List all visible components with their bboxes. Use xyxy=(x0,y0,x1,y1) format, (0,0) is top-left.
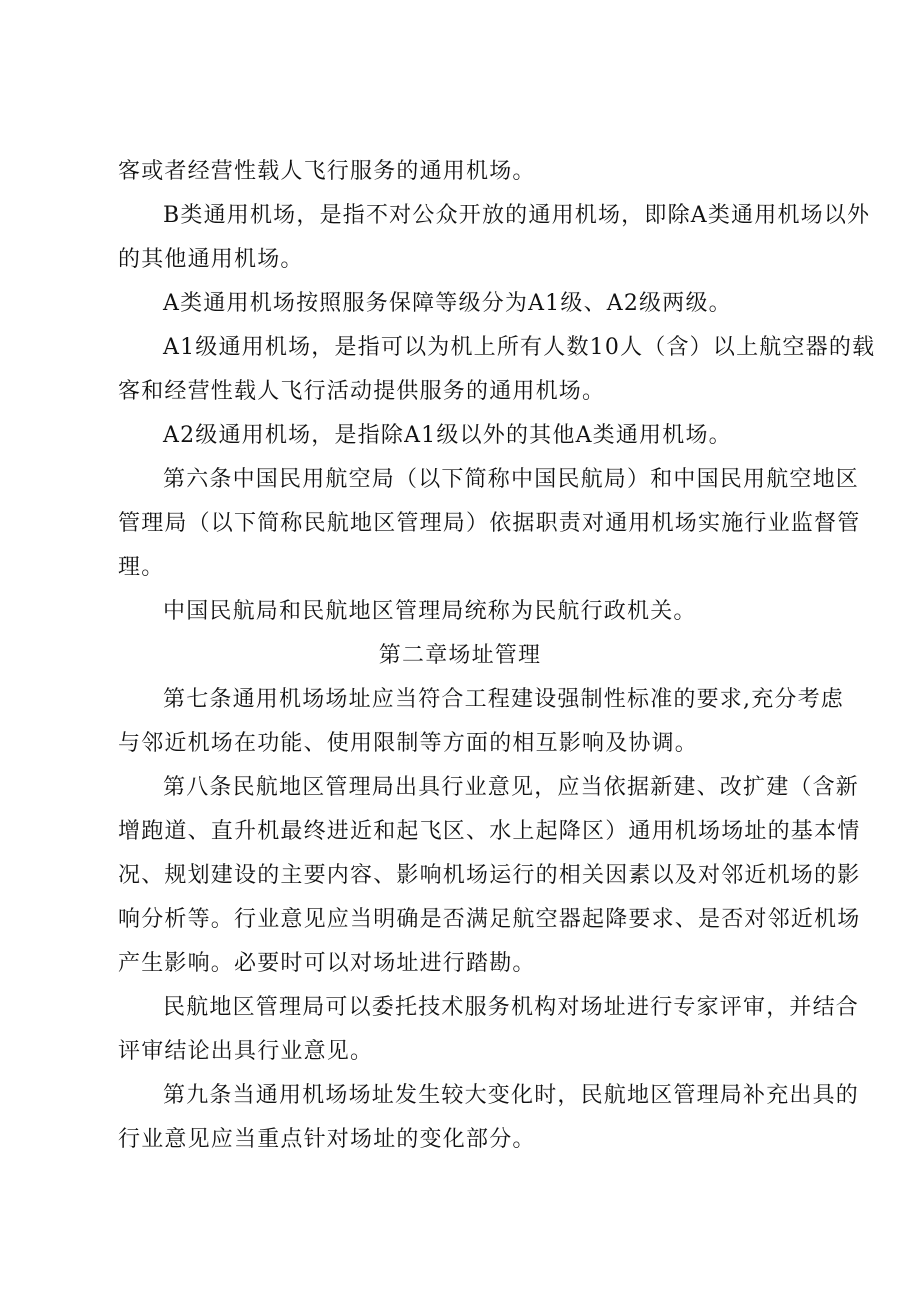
paragraph-line: 第七条通用机场场址应当符合工程建设强制性标准的要求,充分考虑 xyxy=(163,687,844,712)
paragraph-line: 客或者经营性载人飞行服务的通用机场。 xyxy=(118,159,536,184)
paragraph-line: A类通用机场按照服务保障等级分为A1级、A2级两级。 xyxy=(163,291,732,316)
paragraph-line: 第六条中国民用航空局（以下简称中国民航局）和中国民用航空地区 xyxy=(163,467,860,492)
paragraph-line: 中国民航局和民航地区管理局统称为民航行政机关。 xyxy=(163,599,697,624)
paragraph-line: 第九条当通用机场场址发生较大变化时，民航地区管理局补充出具的 xyxy=(163,1083,860,1108)
paragraph-line: 行业意见应当重点针对场址的变化部分。 xyxy=(118,1127,536,1152)
paragraph-line: 的其他通用机场。 xyxy=(118,247,304,272)
paragraph-line: 客和经营性载人飞行活动提供服务的通用机场。 xyxy=(118,379,606,404)
paragraph-line: 增跑道、直升机最终进近和起飞区、水上起降区）通用机场场址的基本情 xyxy=(118,819,861,844)
paragraph-line: 响分析等。行业意见应当明确是否满足航空器起降要求、是否对邻近机场 xyxy=(118,907,861,932)
paragraph-line: A1级通用机场，是指可以为机上所有人数10人（含）以上航空器的载 xyxy=(163,335,876,360)
paragraph-line: 民航地区管理局可以委托技术服务机构对场址进行专家评审，并结合 xyxy=(163,995,860,1020)
paragraph-line: 与邻近机场在功能、使用限制等方面的相互影响及协调。 xyxy=(118,731,699,756)
paragraph-line: 况、规划建设的主要内容、影响机场运行的相关因素以及对邻近机场的影 xyxy=(118,863,861,888)
paragraph-line: 产生影响。必要时可以对场址进行踏勘。 xyxy=(118,951,536,976)
paragraph-line: 评审结论出具行业意见。 xyxy=(118,1039,374,1064)
paragraph-line: A2级通用机场，是指除A1级以外的其他A类通用机场。 xyxy=(163,423,732,448)
paragraph-line: 理。 xyxy=(118,555,165,580)
chapter-heading: 第二章场址管理 xyxy=(378,643,542,668)
paragraph-line: 管理局（以下简称民航地区管理局）依据职责对通用机场实施行业监督管 xyxy=(118,511,861,536)
paragraph-line: B类通用机场，是指不对公众开放的通用机场，即除A类通用机场以外 xyxy=(163,203,871,228)
paragraph-line: 第八条民航地区管理局出具行业意见，应当依据新建、改扩建（含新 xyxy=(163,775,860,800)
